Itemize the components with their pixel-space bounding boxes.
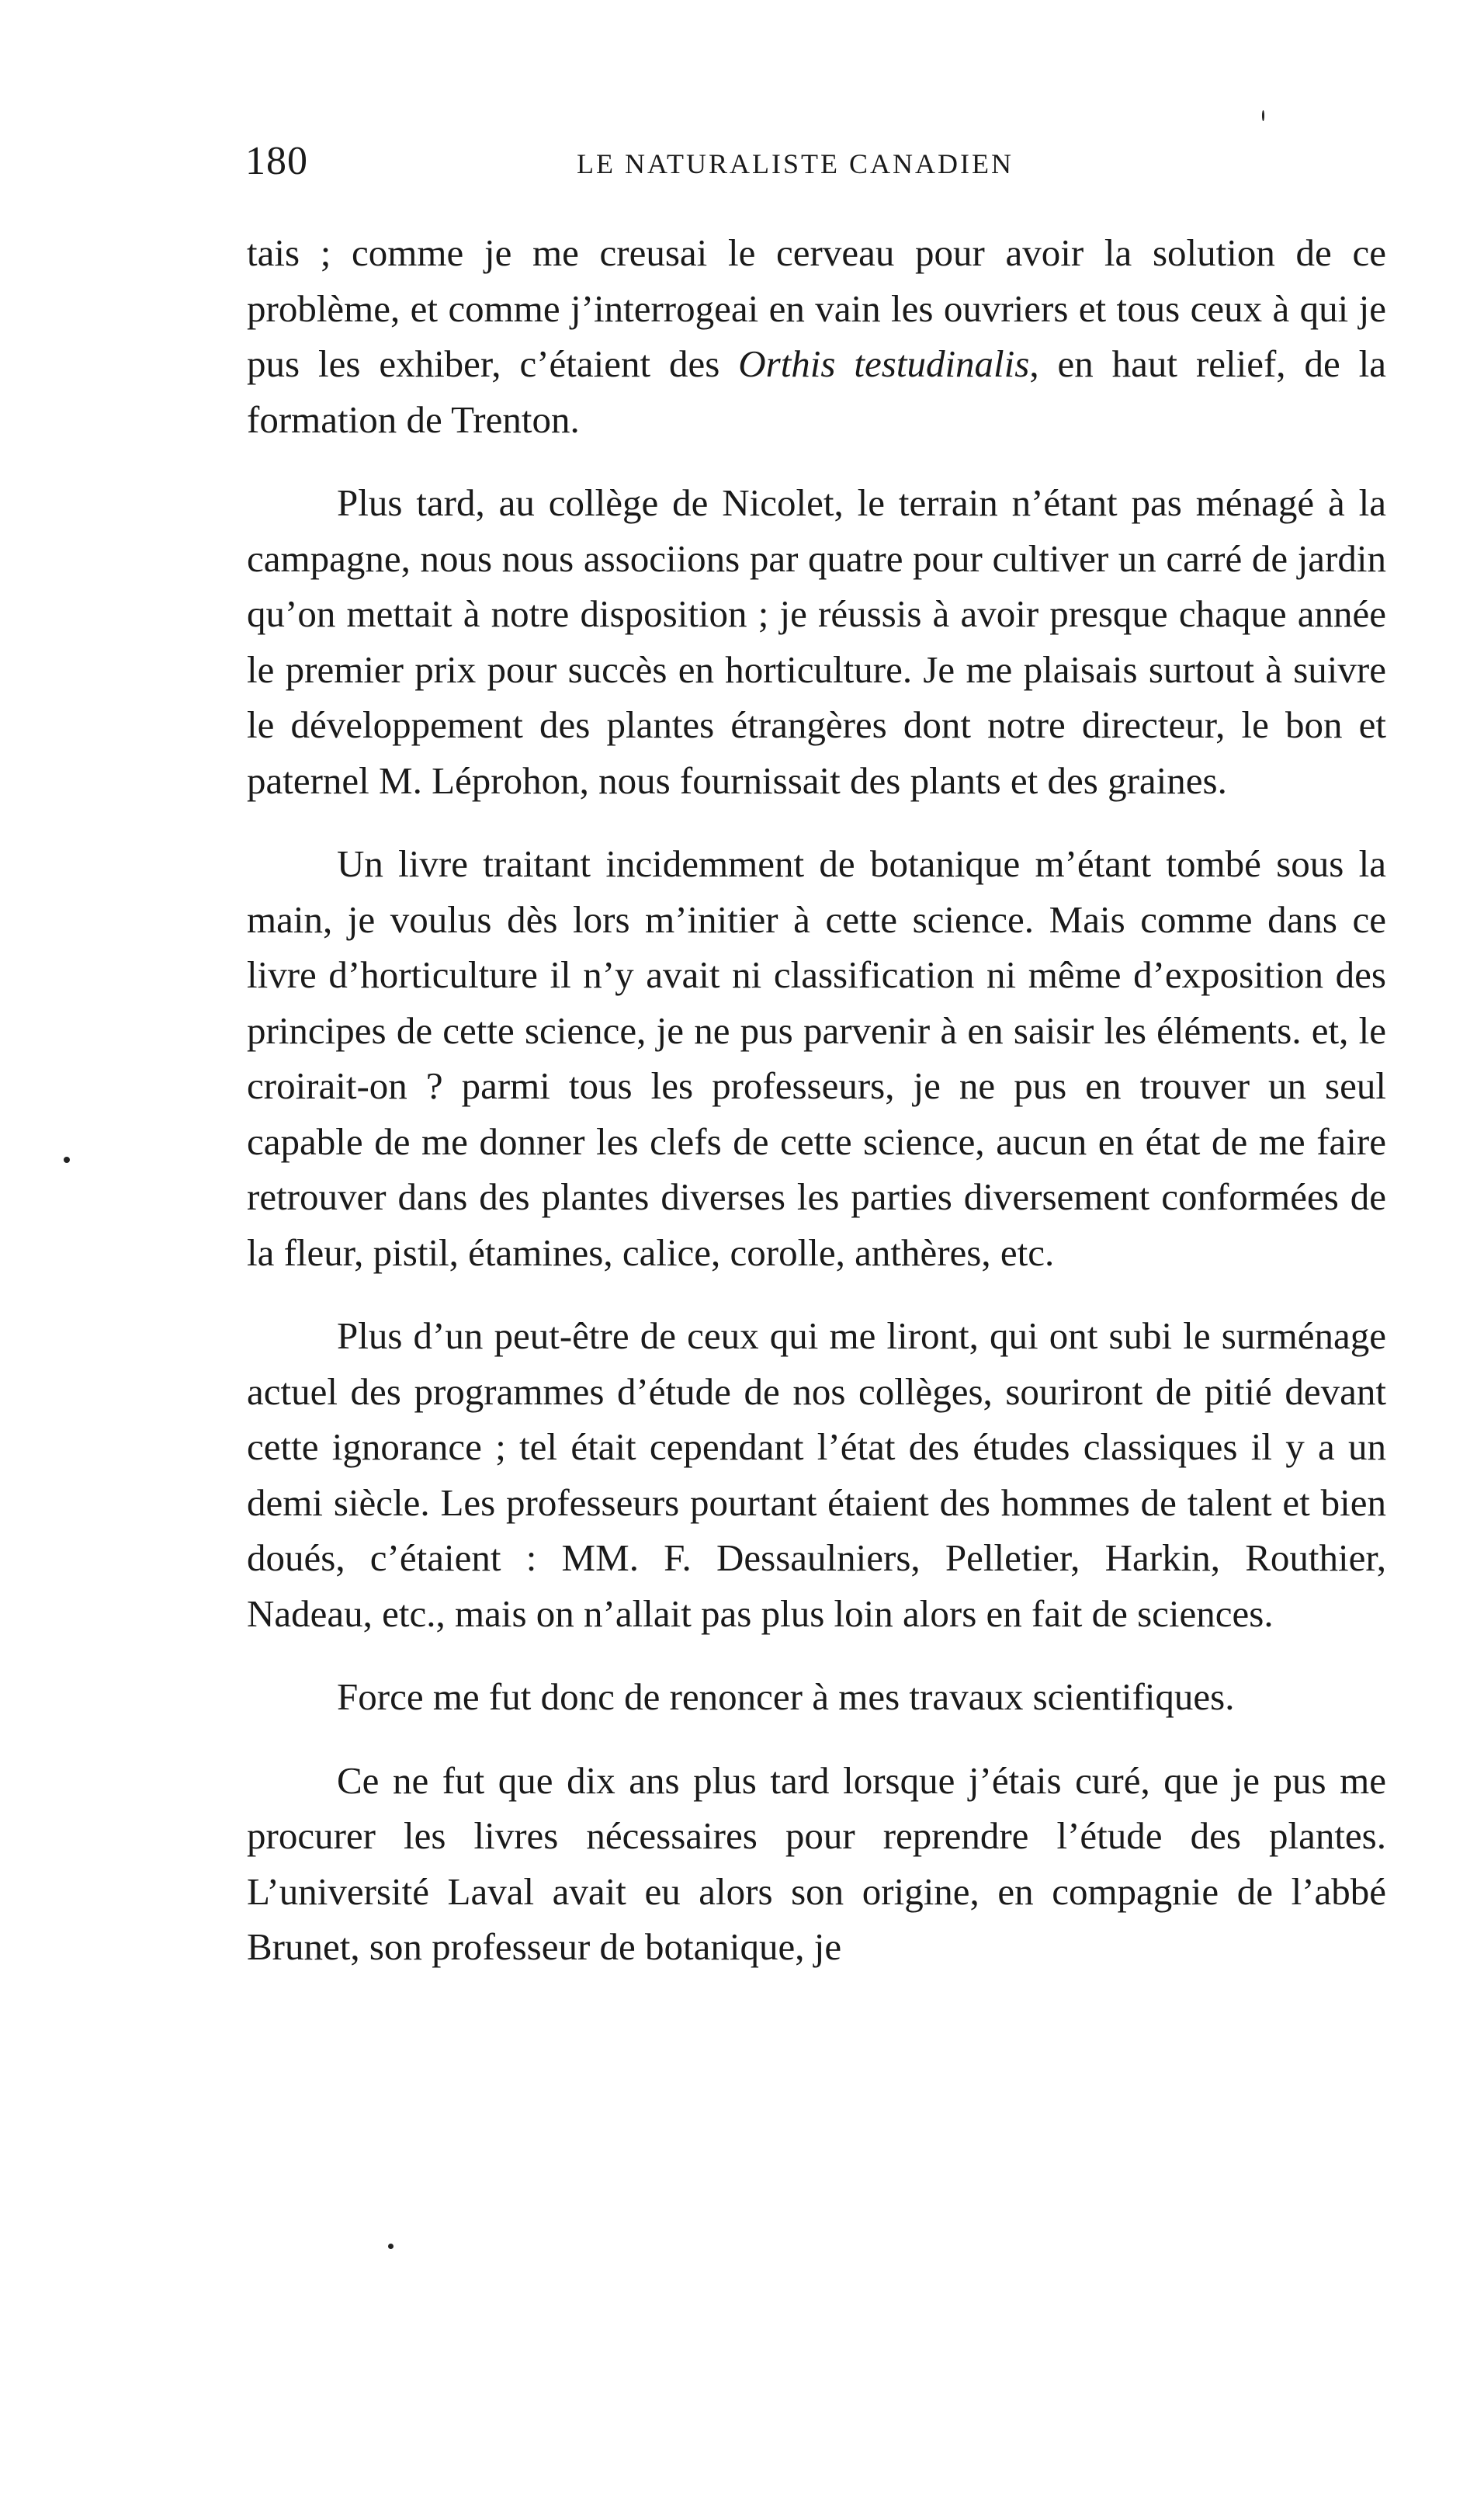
body-text bbox=[247, 225, 1386, 2003]
page-number: 180 bbox=[245, 139, 308, 183]
print-speck bbox=[1262, 110, 1264, 121]
text-run: Force me fut donc de renoncer à mes travaux scientifiques. bbox=[337, 1675, 1235, 1718]
print-speck bbox=[388, 2244, 394, 2249]
text-run: Ce ne fut que dix ans plus tard lorsque j’étais curé, que je pus me procurer les livres nécessaires pour reprendre l’étude des plantes. L’université Laval avait eu alors son origine, en compagnie de l’abbé Brunet, son professeur de botanique, je bbox=[247, 1758, 1386, 1968]
paragraph-2 bbox=[247, 475, 1386, 808]
text-run: Un livre traitant incidemment de botanique m’étant tombé sous la main, je voulus dès lors m’initier à cette science. Mais comme dans ce livre d’horticulture il n’y avait ni classification ni même d’exposition des principes de cette science, je ne pus parvenir à en saisir les éléments. et, le croirait-on ? parmi tous les professeurs, je ne pus en trouver un seul capable de me donner les clefs de cette science, aucun en état de me faire retrouver dans des plantes diverses les parties diversement conformées de la fleur, pistil, étamines, calice, corolle, anthères, etc. bbox=[247, 842, 1386, 1274]
paragraph-4 bbox=[247, 1308, 1386, 1641]
print-speck bbox=[64, 1157, 70, 1163]
text-run: , en haut relief, de la formation de Trenton. bbox=[247, 342, 1386, 441]
page-header bbox=[245, 138, 1386, 193]
text-run: Plus tard, au collège de Nicolet, le terrain n’étant pas ménagé à la campagne, nous nous associions par quatre pour cultiver un carré de jardin qu’on mettait à notre disposition ; je réussis à avoir presque chaque année le premier prix pour succès en horticulture. Je me plaisais surtout à suivre le développement des plantes étrangères dont notre directeur, le bon et paternel M. Léprohon, nous fournissait des plants et des graines. bbox=[247, 481, 1386, 802]
paragraph-5 bbox=[247, 1669, 1386, 1725]
paragraph-6 bbox=[247, 1753, 1386, 1975]
paragraph-1 bbox=[247, 225, 1386, 447]
running-title: LE NATURALISTE CANADIEN bbox=[577, 148, 1014, 179]
text-run: Plus d’un peut-être de ceux qui me liront, qui ont subi le surménage actuel des programmes d’étude de nos collèges, souriront de pitié devant cette ignorance ; tel était cependant l’état des études classiques il y a un demi siècle. Les professeurs pourtant étaient des hommes de talent et bien doués, c’étaient : MM. F. Dessaulniers, Pelletier, Harkin, Routhier, Nadeau, etc., mais on n’allait pas plus loin alors en fait de sciences. bbox=[247, 1314, 1386, 1635]
text-run: tais ; comme je me creusai le cerveau pour avoir la solution de ce problème, et comme j’interrogeai en vain les ouvriers et tous ceux à qui je pus les exhiber, c’étaient des bbox=[247, 231, 1386, 385]
species-name: Orthis testudinalis bbox=[738, 342, 1030, 385]
paragraph-3 bbox=[247, 836, 1386, 1280]
